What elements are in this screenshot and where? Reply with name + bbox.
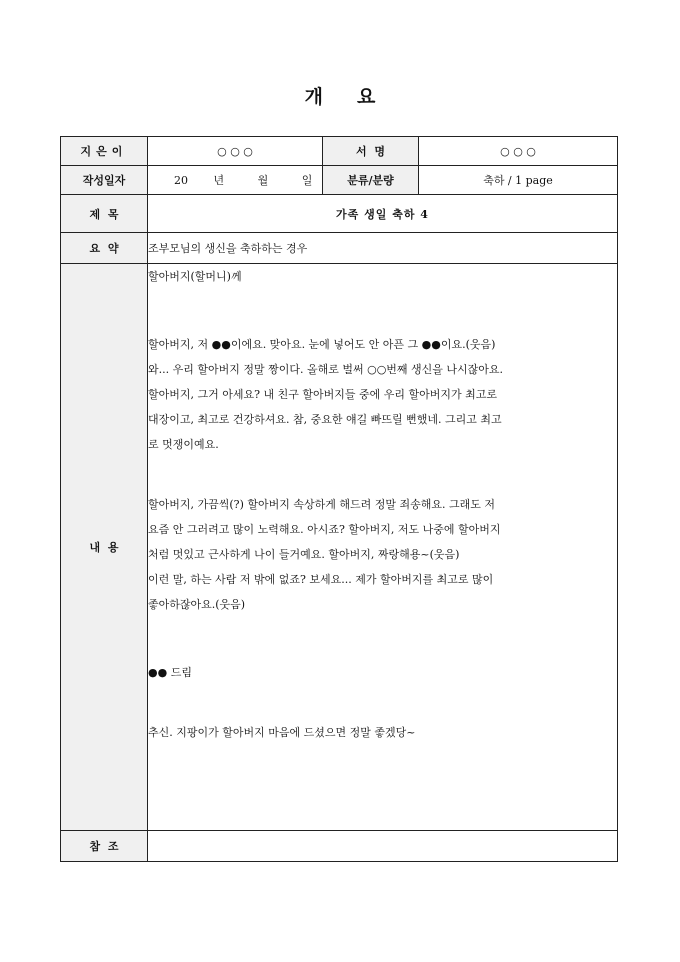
date-month-unit: 월: [257, 174, 269, 187]
signature-label: 서 명: [323, 137, 419, 166]
subject-label: 제 목: [61, 195, 148, 233]
letter-line: 와... 우리 할아버지 정말 짱이다. 올해로 벌써 ○○번째 생신을 나시잖아요.: [148, 363, 504, 376]
author-row: [61, 137, 618, 166]
reference-value: [148, 831, 618, 862]
date-row: [61, 166, 618, 195]
letter-line: 좋아하잖아요.(웃음): [148, 598, 246, 611]
letter-line: 로 멋쟁이예요.: [148, 438, 219, 451]
subject-value: 가족 생일 축하 4: [148, 195, 618, 233]
content-label: 내 용: [61, 264, 148, 831]
page-title: 개요: [304, 86, 410, 108]
letter-sign-off: ●● 드림: [148, 666, 192, 679]
letter-line: 요즘 안 그러려고 많이 노력해요. 아시죠? 할아버지, 저도 나중에 할아버지: [148, 523, 501, 536]
letter-line: 처럼 멋있고 근사하게 나이 들거예요. 할아버지, 짜랑해용~(웃음): [148, 548, 460, 561]
letter-line: 이런 말, 하는 사람 저 밖에 없죠? 보세요... 제가 할아버지를 최고로 많이: [148, 573, 494, 586]
signature-value: ○ ○ ○: [419, 137, 618, 166]
letter-greeting: 할아버지(할머니)께: [148, 270, 242, 283]
letter-body: [148, 264, 618, 831]
letter-line: 할아버지, 그거 아세요? 내 친구 할아버지들 중에 우리 할아버지가 최고로: [148, 388, 498, 401]
date-value: [148, 166, 323, 195]
letter-line: 할아버지, 저 ●●이에요. 맞아요. 눈에 넣어도 안 아픈 그 ●●이요.(웃음): [148, 338, 496, 351]
date-day-unit: 일: [301, 174, 313, 187]
category-label: 분류/분량: [323, 166, 419, 195]
content-row: [61, 264, 618, 831]
letter-line: 할아버지, 가끔씩(?) 할아버지 속상하게 해드려 정말 죄송해요. 그래도 저: [148, 498, 495, 511]
summary-label: 요 약: [61, 233, 148, 264]
summary-value: 조부모님의 생신을 축하하는 경우: [148, 233, 618, 264]
overview-form-table: [60, 136, 618, 862]
reference-row: [61, 831, 618, 862]
date-year-unit: 년: [213, 174, 225, 187]
subject-row: [61, 195, 618, 233]
reference-label: 참 조: [61, 831, 148, 862]
category-value: 축하 / 1 page: [419, 166, 618, 195]
author-label: 지은이: [61, 137, 148, 166]
date-label: 작성일자: [61, 166, 148, 195]
date-year: 20: [174, 174, 188, 187]
letter-line: 대장이고, 최고로 건강하셔요. 참, 중요한 얘길 빠뜨릴 뻔했네. 그리고 최고: [148, 413, 502, 426]
letter-postscript: 추신. 지팡이가 할아버지 마음에 드셨으면 정말 좋겠당~: [148, 726, 416, 739]
summary-row: [61, 233, 618, 264]
author-value: ○ ○ ○: [148, 137, 323, 166]
